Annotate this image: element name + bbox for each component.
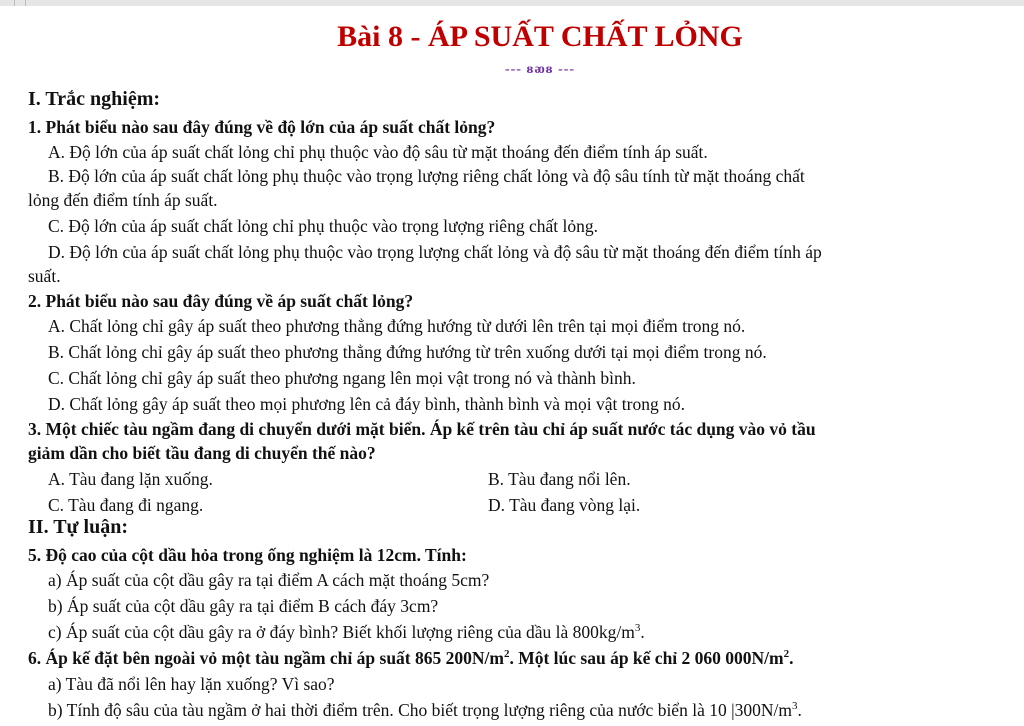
q2-option-c: C. Chất lỏng chỉ gây áp suất theo phương ngang lên mọi vật trong nó và thành bình. xyxy=(48,368,636,388)
q3-option-a: A. Tàu đang lặn xuống. xyxy=(48,469,213,489)
q1-option-d: D. Độ lớn của áp suất chất lỏng phụ thuộc vào trọng lượng chất lỏng và độ sâu từ mặt thoáng đến điểm tính áp xyxy=(48,242,822,262)
question-1: 1. Phát biểu nào sau đây đúng về độ lớn của áp suất chất lỏng? xyxy=(28,117,496,137)
question-3-cont: giảm dần cho biết tầu đang di chuyển thế nào? xyxy=(28,443,376,463)
q1-option-b-cont: lỏng đến điểm tính áp suất. xyxy=(28,190,218,210)
text-cursor: | xyxy=(731,700,735,720)
question-2: 2. Phát biểu nào sau đây đúng về áp suất chất lỏng? xyxy=(28,291,414,311)
q5-part-b: b) Áp suất của cột dầu gây ra tại điểm B cách đáy 3cm? xyxy=(48,596,439,616)
q6-part-b: b) Tính độ sâu của tàu ngầm ở hai thời điểm trên. Cho biết trọng lượng riêng của nước biển là 10 $|300N/m^3$. xyxy=(48,700,802,720)
q6-part-a: a) Tàu đã nổi lên hay lặn xuống? Vì sao? xyxy=(48,674,335,694)
q2-option-a: A. Chất lỏng chỉ gây áp suất theo phương thẳng đứng hướng từ dưới lên trên tại mọi điểm trong nó. xyxy=(48,316,746,336)
q1-option-d-cont: suất. xyxy=(28,266,61,286)
q5-part-a: a) Áp suất của cột dầu gây ra tại điểm A cách mặt thoáng 5cm? xyxy=(48,570,490,590)
title-ornament: --- ᴕᴔᴕ --- xyxy=(504,62,576,77)
q2-option-b: B. Chất lỏng chỉ gây áp suất theo phương thẳng đứng hướng từ trên xuống dưới tại mọi điểm trong nó. xyxy=(48,342,767,362)
section-multiple-choice: I. Trắc nghiệm: xyxy=(28,88,161,110)
q3-option-d: D. Tàu đang vòng lại. xyxy=(488,495,641,515)
question-3: 3. Một chiếc tàu ngầm đang di chuyển dưới mặt biển. Áp kế trên tàu chỉ áp suất nước tác dụng vào vỏ tầu xyxy=(28,419,816,439)
q2-option-d: D. Chất lỏng gây áp suất theo mọi phương lên cả đáy bình, thành bình và mọi vật trong nó. xyxy=(48,394,685,414)
question-6: 6. Áp kế đặt bên ngoài vỏ một tàu ngầm chỉ áp suất 865 $200N/m^2$. Một lúc sau áp kế chỉ 2 060 $000N/m^2$. xyxy=(28,648,794,668)
q1-option-a: A. Độ lớn của áp suất chất lỏng chỉ phụ thuộc vào độ sâu từ mặt thoáng đến điểm tính áp suất. xyxy=(48,142,708,162)
q3-option-b: B. Tàu đang nổi lên. xyxy=(488,469,631,489)
page-title: Bài 8 - ÁP SUẤT CHẤT LỎNG xyxy=(337,20,743,53)
q5-part-c: c) Áp suất của cột dầu gây ra ở đáy bình? Biết khối lượng riêng của dầu là $800kg/m^3$. xyxy=(48,622,645,642)
q1-option-b: B. Độ lớn của áp suất chất lỏng phụ thuộc vào trọng lượng riêng chất lỏng và độ sâu tính từ mặt thoáng chất xyxy=(48,166,805,186)
q1-option-c: C. Độ lớn của áp suất chất lỏng chỉ phụ thuộc vào trọng lượng riêng chất lỏng. xyxy=(48,216,598,236)
question-5: 5. Độ cao của cột dầu hỏa trong ống nghiệm là 12cm. Tính: xyxy=(28,545,467,565)
section-essay: II. Tự luận: xyxy=(28,516,129,538)
q3-option-c: C. Tàu đang đi ngang. xyxy=(48,495,204,515)
